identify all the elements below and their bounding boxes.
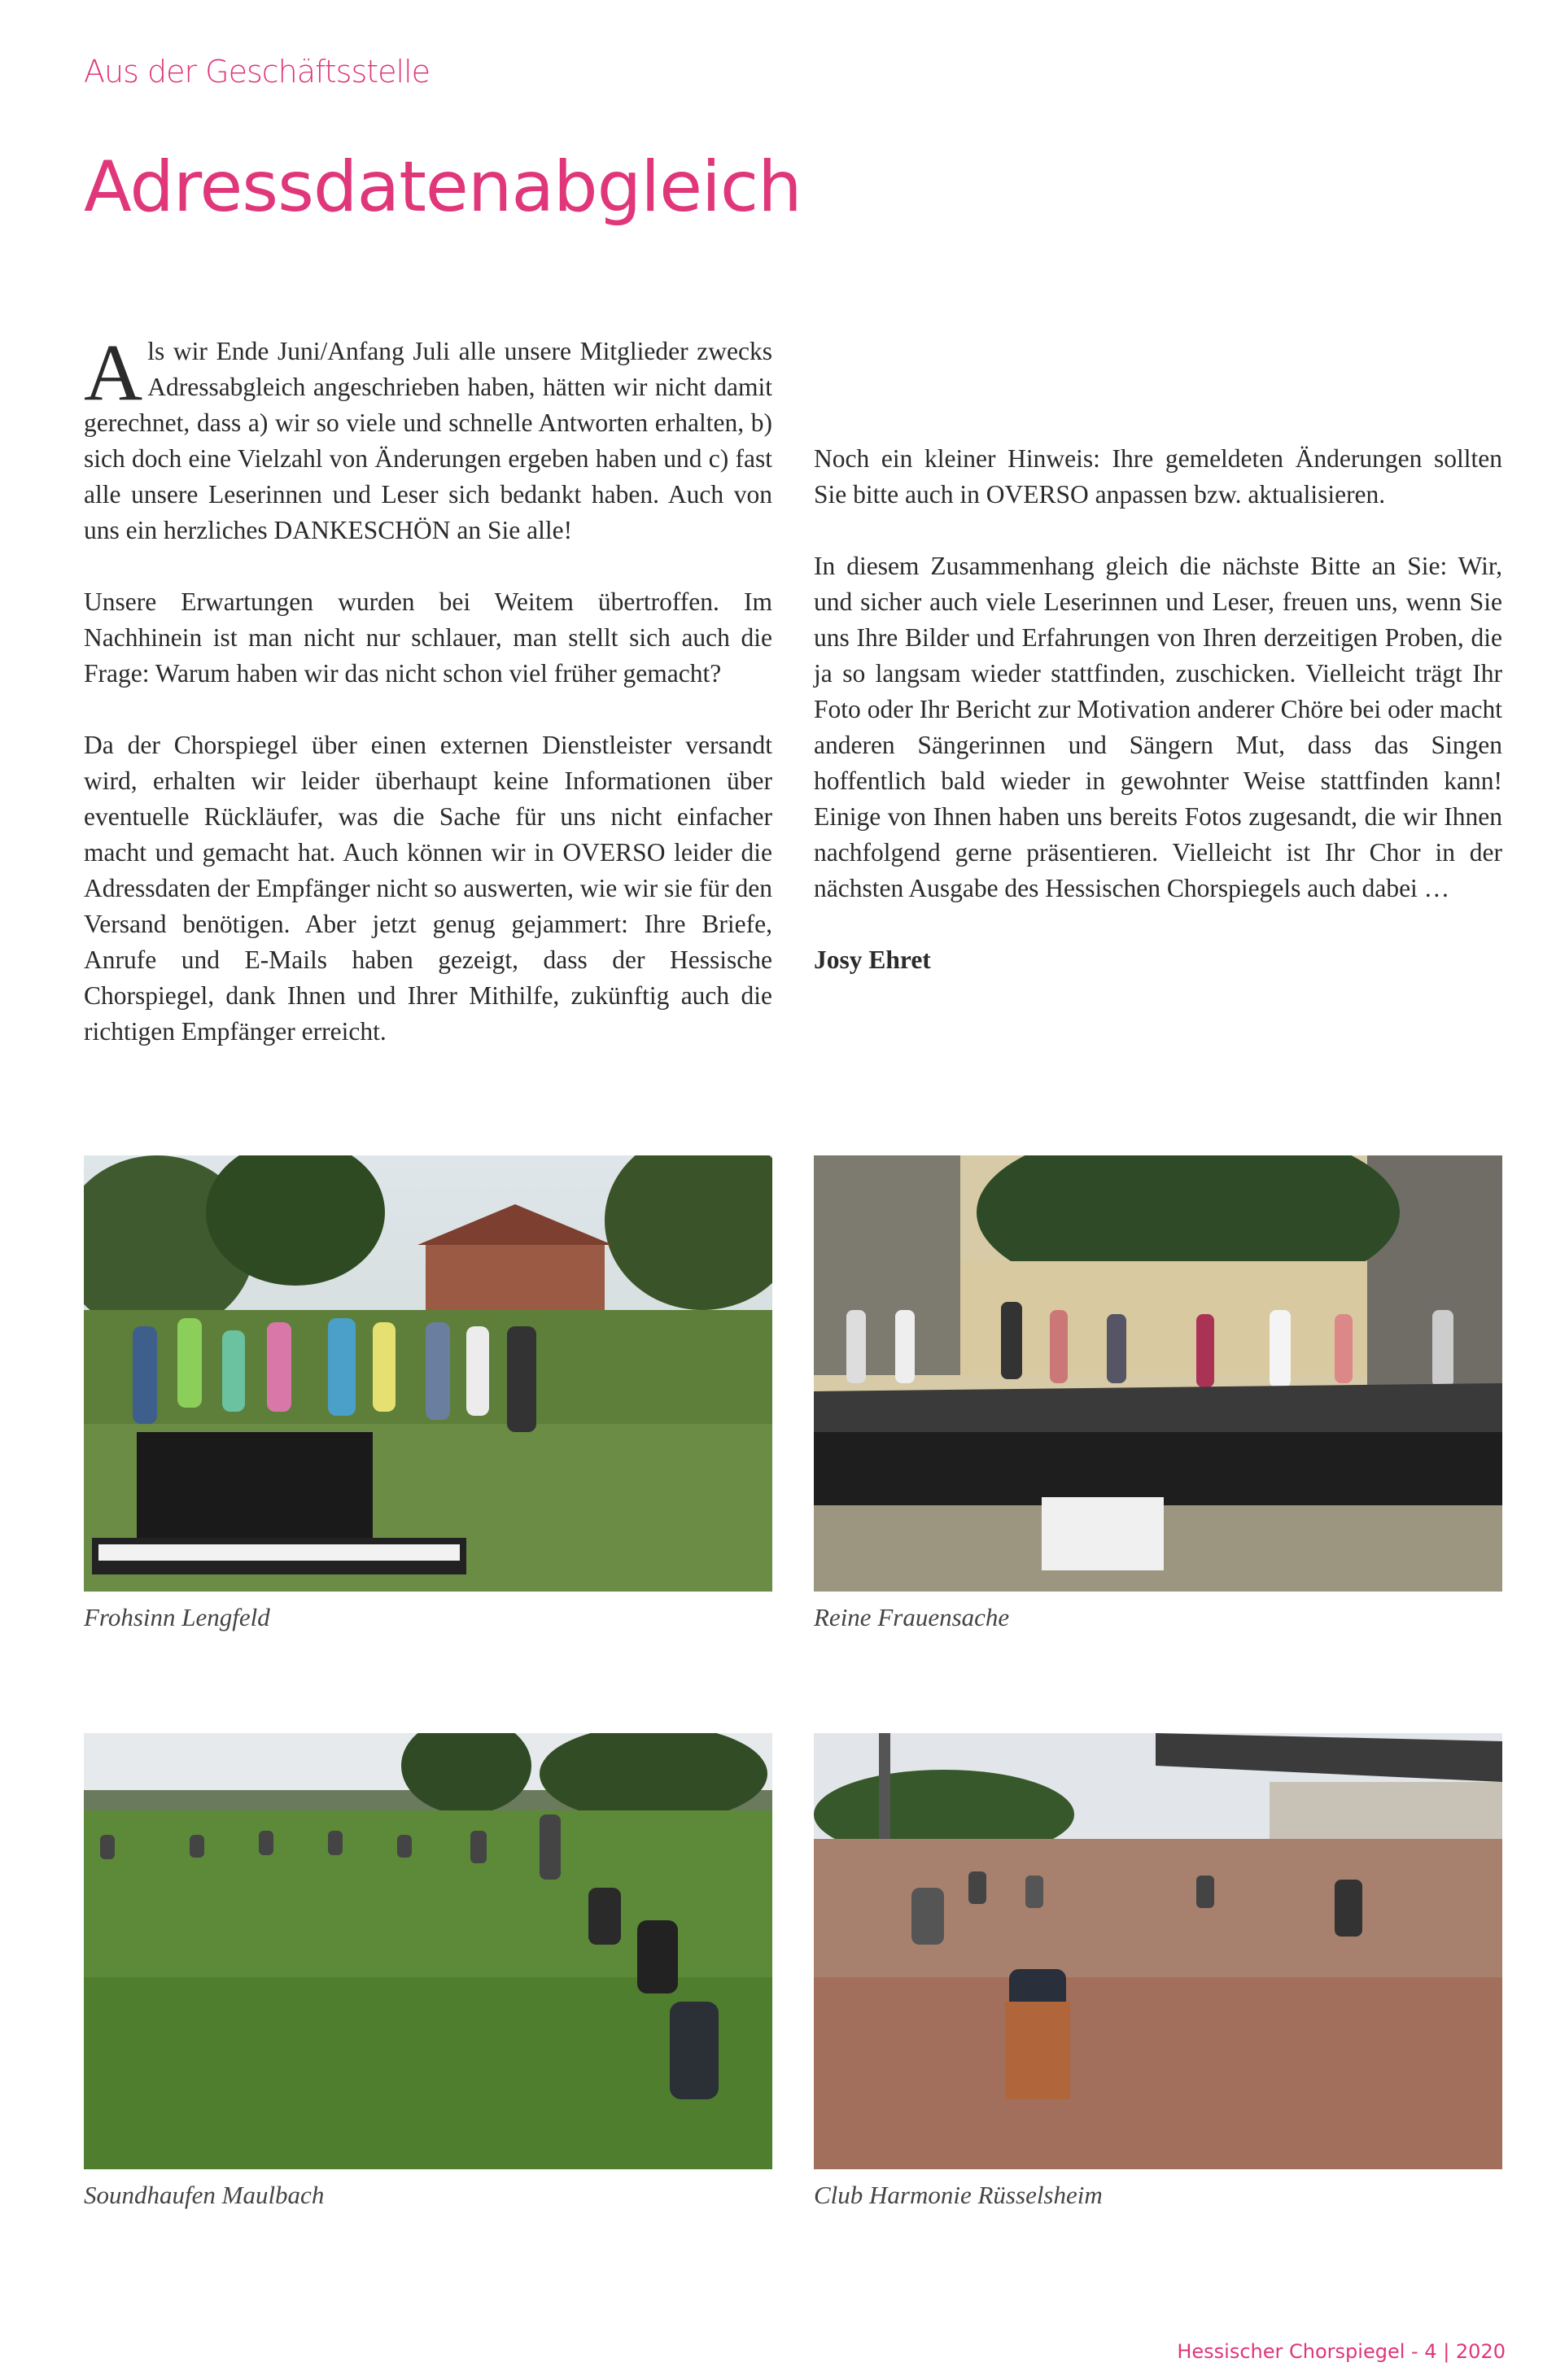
article-column-left <box>84 327 772 1085</box>
photo-frohsinn-lengfeld <box>84 1155 772 1592</box>
paragraph-5: In diesem Zusammenhang gleich die nächste Bitte an Sie: Wir, und sicher auch viele Leserinnen und Leser, freuen uns, wenn Sie uns Ihre Bilder und Erfahrungen von Ihren derzeitigen Proben, die ja so langsam wieder stattfinden, zuschicken. Vielleicht trägt Ihr Foto oder Ihr Bericht zur Motivation anderer Chöre bei oder macht anderen Sängerinnen und Sängern Mut, dass das Singen hoffentlich bald wieder in gewohnter Weise stattfinden kann! Einige von Ihnen haben uns bereits Fotos zugesandt, die wir Ihnen nachfolgend gerne präsentieren. Vielleicht ist Ihr Chor in der nächsten Ausgabe des Hessischen Chorspiegels auch dabei … <box>814 552 1502 902</box>
author-name: Josy Ehret <box>814 945 931 974</box>
page-footer: Hessischer Chorspiegel - 4 | 2020 <box>1177 2340 1506 2363</box>
photo-club-harmonie-ruesselsheim <box>814 1733 1502 2169</box>
paragraph-1 <box>84 327 772 548</box>
photo-reine-frauensache <box>814 1155 1502 1592</box>
photo-caption: Frohsinn Lengfeld <box>84 1603 270 1631</box>
article-column-right <box>814 334 1502 1014</box>
drop-cap: A <box>84 327 143 417</box>
paragraph-2: Unsere Erwartungen wurden bei Weitem übertroffen. Im Nachhinein ist man nicht nur schlauer, man stellt sich auch die Frage: Warum haben wir das nicht schon viel früher gemacht? <box>84 587 772 688</box>
photo-soundhaufen-maulbach <box>84 1733 772 2169</box>
photo-caption: Soundhaufen Maulbach <box>84 2181 325 2209</box>
paragraph-4: Noch ein kleiner Hinweis: Ihre gemeldeten Änderungen sollten Sie bitte auch in OVERSO anpassen bzw. aktualisieren. <box>814 444 1502 509</box>
photo-caption: Club Harmonie Rüsselsheim <box>814 2181 1103 2209</box>
photo-caption: Reine Frauensache <box>814 1603 1010 1631</box>
paragraph-3: Da der Chorspiegel über einen externen Dienstleister versandt wird, erhalten wir leider überhaupt keine Informationen über eventuelle Rückläufer, was die Sache für uns nicht einfacher macht und gemacht hat. Auch können wir in OVERSO leider die Adressdaten der Empfänger nicht so auswerten, wie wir sie für den Versand benötigen. Aber jetzt genug gejammert: Ihre Briefe, Anrufe und E-Mails haben gezeigt, dass der Hessische Chorspiegel, dank Ihnen und Ihrer Mithilfe, zukünftig auch die richtigen Empfänger erreicht. <box>84 731 772 1046</box>
page-title: Adressdatenabgleich <box>84 146 802 228</box>
paragraph-1-text: ls wir Ende Juni/Anfang Juli alle unsere Mitglieder zwecks Adressabgleich angeschrieben haben, hätten wir nicht damit gerechnet, dass a) wir so viele und schnelle Antworten erhalten, b) sich doch eine Vielzahl von Änderungen ergeben haben und c) fast alle unsere Leserinnen und Leser sich bedankt haben. Auch von uns ein herzliches DANKESCHÖN an Sie alle! <box>84 337 772 544</box>
section-label: Aus der Geschäftsstelle <box>84 54 431 90</box>
